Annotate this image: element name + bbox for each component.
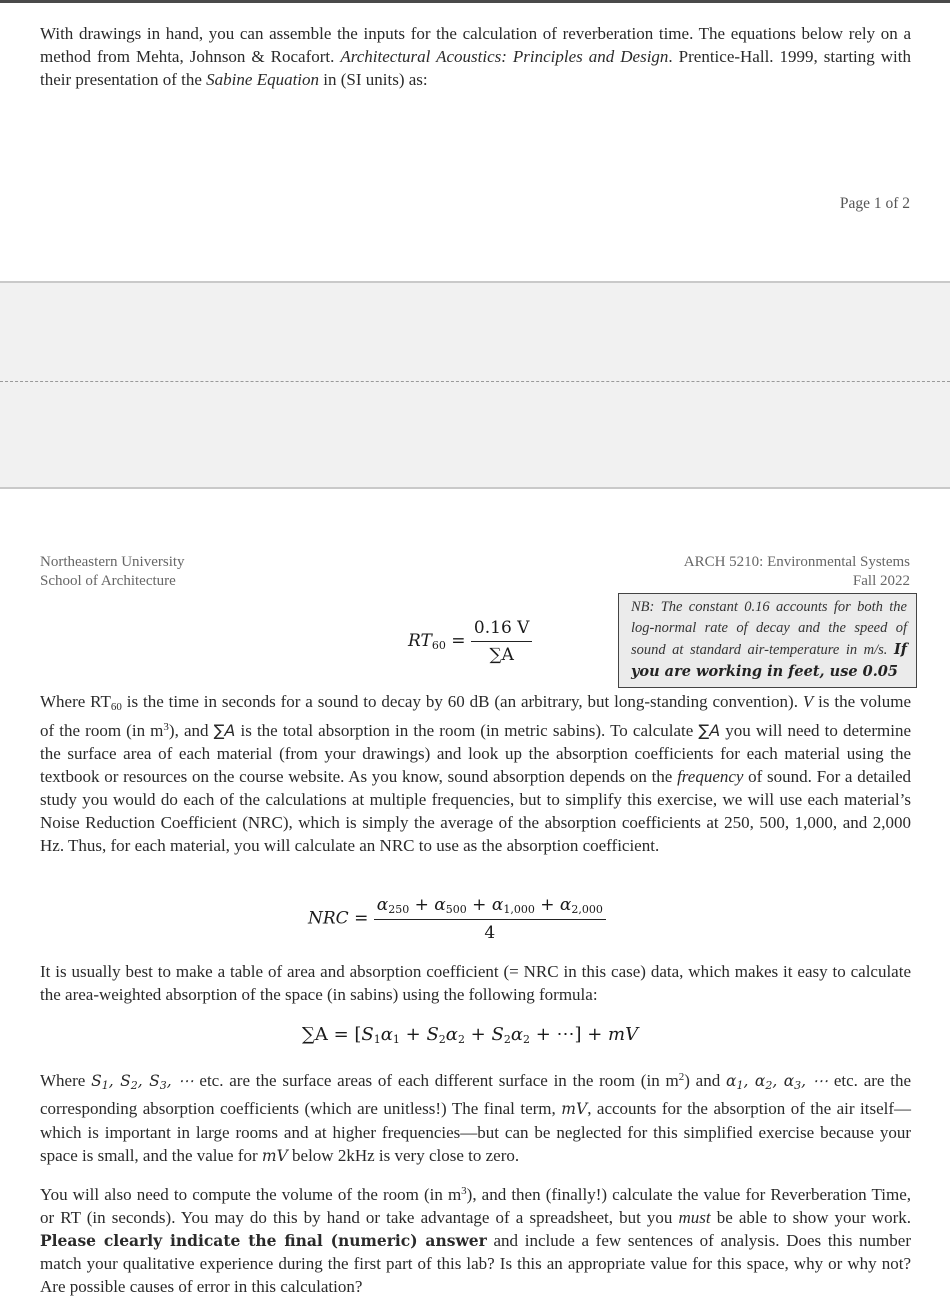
surface-definitions-paragraph: Where $S_1$, $S_2$, $S_3$, ⋯ etc. are the surface areas of each different surface in the room (in $m^2$) and $\alpha_1$, $\alpha_2$, $\alpha_3$, ⋯ etc. are the corresponding absorption coefficients (which are unitless!) The final term, mV, accounts for the absorption of the air itself—which is important in large rooms and at higher frequencies—but can be neglected for this simplified exercise because your space is small, and the value for mV below 2kHz is very close to zero.	[40, 1071, 911, 1165]
definitions-paragraph: Where $RT_{60}$ is the time in seconds for a sound to decay by 60 dB (an arbitrary, but long-standing convention). V is the volume of the room (in $m^3$), and ∑A is the total absorption in the room (in metric sabins). To calculate ∑A you will need to determine the surface area of each material (from your drawings) and look up the absorption coefficients for each material using the textbook or resources on the course website. As you know, sound absorption depends on the frequency of sound. For a detailed study you would do each of the calculations at multiple frequencies, but to simplify this exercise, we will use each material’s Noise Reduction Coefficient (NRC), which is simply the average of the absorption coefficients at 250, 500, 1,000, and 2,000 Hz. Thus, for each material, you will calculate an NRC to use as the absorption coefficient.	[40, 692, 911, 855]
must-emphasis: must	[678, 1208, 711, 1227]
note-bold-text: If you are working in feet, use 0.05	[631, 641, 907, 680]
school-name: School of Architecture	[40, 573, 176, 589]
page-number: Page 1 of 2	[839, 195, 910, 212]
total-absorption-equation: $\sum A = [S_1\alpha_1 + S_2\alpha_2 + S_2\alpha_2$ + ⋯] + mV	[302, 1024, 639, 1046]
instructions-paragraph: You will also need to compute the volume of the room (in $m^3$), and then (finally!) calculate the value for Reverberation Time, or RT (in seconds). You may do this by hand or take advantage of a spreadsheet, but you must be able to show your work. Please clearly indicate the final (numeric) answer and include a few sentences of analysis. Does this number match your qualitative experience during the first part of this lab? Is this an appropriate value for this space, why or why not? Are possible causes of error in this calculation?	[40, 1185, 911, 1296]
intro-paragraph: With drawings in hand, you can assemble the inputs for the calculation of reverberation time. The equations below rely on a method from Mehta, Johnson & Rocafort. Architectural Acoustics: Principles and Design. Prentice-Hall. 1999, starting with their presentation of the Sabine Equation in (SI units) as:	[40, 24, 911, 89]
page-gap	[0, 281, 950, 489]
table-paragraph: It is usually best to make a table of area and absorption coefficient (= NRC in this case) data, which makes it easy to calculate the area-weighted absorption of the space (in sabins) using the following formula:	[40, 962, 911, 1004]
university-name: Northeastern University	[40, 554, 185, 570]
nrc-denominator: 4	[484, 923, 496, 943]
top-rule	[0, 0, 950, 3]
final-answer-instruction: Please clearly indicate the final (numeric) answer	[40, 1231, 487, 1250]
nrc-fraction	[374, 895, 606, 943]
sabine-equation-term: Sabine Equation	[206, 70, 320, 89]
rt60-fraction	[471, 618, 533, 665]
note-text: NB: The constant 0.16 accounts for both the log-normal rate of decay and the speed of sound at standard air-temperature in m/s.	[631, 599, 907, 658]
rt60-equation: $RT_{60}$ = $\frac{0.16 V}{\sum A}$	[408, 618, 532, 665]
frequency-term: frequency	[677, 767, 744, 786]
header-right	[684, 553, 910, 591]
book-title: Architectural Acoustics: Principles and Design	[340, 47, 669, 66]
term: Fall 2022	[852, 573, 910, 589]
nrc-equation: NRC = $\frac{\alpha_{250} + \alpha_{500} + \alpha_{1,000} + \alpha_{2,000}}{4}$	[308, 895, 606, 943]
note-box	[618, 593, 917, 688]
rt60-numerator: 0.16 V	[471, 618, 533, 642]
course-title: ARCH 5210: Environmental Systems	[683, 554, 910, 570]
header-left	[40, 553, 185, 591]
rt60-denominator: ∑A	[489, 645, 514, 665]
page-break-line	[0, 381, 950, 382]
nrc-numerator: $\alpha_{250} + \alpha_{500} + \alpha_{1,000} + \alpha_{2,000}$	[374, 895, 606, 920]
